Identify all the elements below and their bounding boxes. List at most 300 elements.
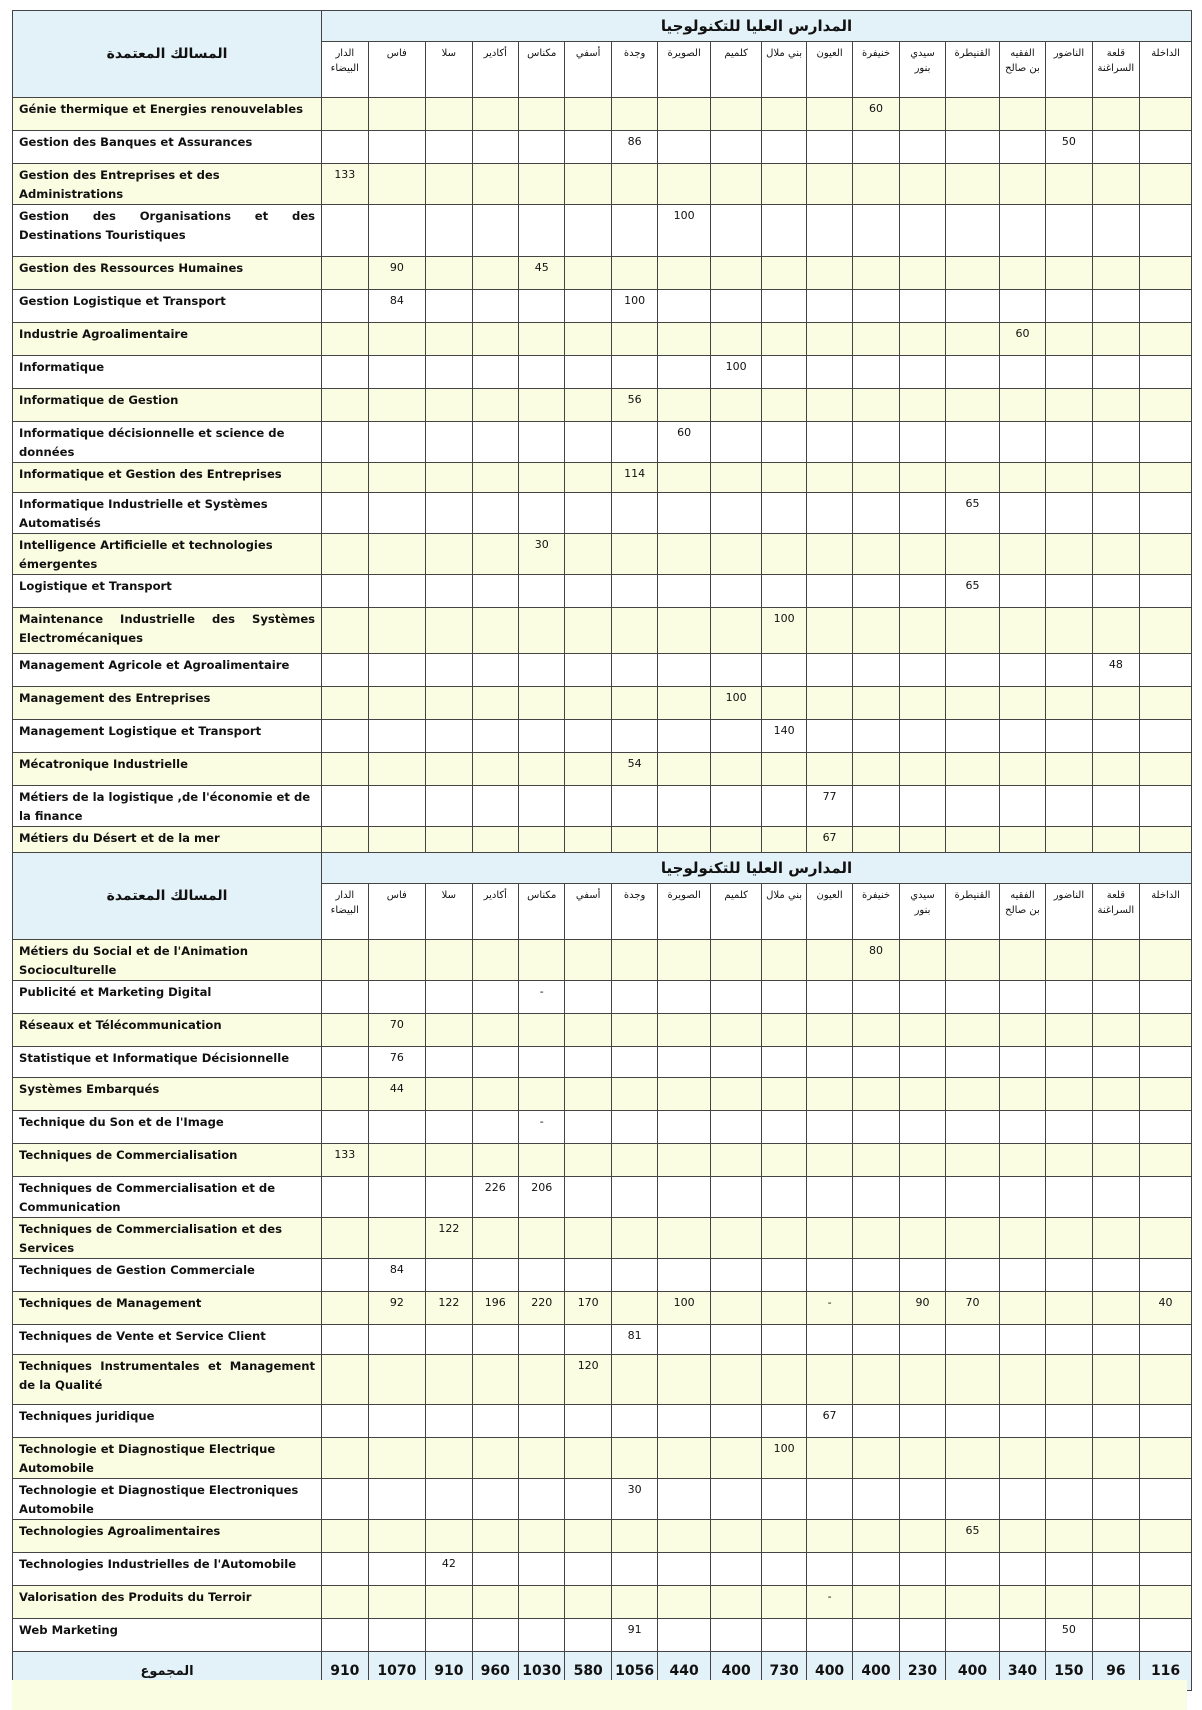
table-row bbox=[13, 323, 1192, 356]
seat-count bbox=[1046, 323, 1092, 356]
seat-count bbox=[946, 1218, 1000, 1259]
seat-count bbox=[368, 1325, 426, 1355]
seat-count bbox=[1046, 1047, 1092, 1078]
seat-count bbox=[472, 720, 518, 753]
seat-count bbox=[611, 1014, 657, 1047]
seat-count bbox=[472, 1111, 518, 1144]
city-name-part: بنور bbox=[914, 905, 931, 916]
program-name: Management Logistique et Transport bbox=[13, 720, 322, 753]
seat-count bbox=[1046, 389, 1092, 422]
table-row bbox=[13, 1078, 1192, 1111]
table-row bbox=[13, 575, 1192, 608]
seat-count bbox=[472, 1586, 518, 1619]
seat-count bbox=[472, 1438, 518, 1479]
seat-count bbox=[710, 720, 762, 753]
seat-count bbox=[565, 257, 611, 290]
seat-count bbox=[426, 1078, 472, 1111]
seat-count bbox=[368, 422, 426, 463]
seat-count bbox=[1046, 786, 1092, 827]
city-name-part: الداخلة bbox=[1151, 890, 1180, 901]
seat-count bbox=[658, 290, 711, 323]
total-value: 580 bbox=[565, 1652, 611, 1691]
seat-count bbox=[710, 1292, 762, 1325]
seat-count bbox=[946, 1259, 1000, 1292]
city-header bbox=[762, 42, 806, 98]
seat-count bbox=[368, 753, 426, 786]
seat-count bbox=[426, 1047, 472, 1078]
program-name: Valorisation des Produits du Terroir bbox=[13, 1586, 322, 1619]
city-name-part: البيضاء bbox=[330, 905, 359, 916]
seat-count bbox=[899, 205, 945, 257]
seat-count bbox=[946, 389, 1000, 422]
city-name-part: مكناس bbox=[527, 48, 557, 59]
seat-count bbox=[946, 323, 1000, 356]
seat-count bbox=[368, 1218, 426, 1259]
seat-count bbox=[519, 164, 565, 205]
schools-group-header: المدارس العليا للتكنولوجيا bbox=[322, 11, 1192, 42]
seat-count bbox=[322, 940, 368, 981]
seat-count bbox=[946, 1111, 1000, 1144]
seat-count bbox=[1092, 1355, 1139, 1405]
seat-count bbox=[519, 1259, 565, 1292]
program-name: Techniques de Commercialisation et des Services bbox=[13, 1218, 322, 1259]
seat-count bbox=[426, 290, 472, 323]
seat-count bbox=[1092, 1553, 1139, 1586]
seat-count bbox=[322, 1177, 368, 1218]
seat-count bbox=[1092, 1520, 1139, 1553]
seat-count bbox=[999, 463, 1045, 493]
seat-count bbox=[565, 493, 611, 534]
seat-count bbox=[519, 205, 565, 257]
seat-count bbox=[762, 1520, 806, 1553]
seat-count bbox=[1046, 608, 1092, 654]
seat-count bbox=[1140, 687, 1192, 720]
seat-count bbox=[658, 1218, 711, 1259]
city-name-part: الدار bbox=[335, 48, 355, 59]
seat-count bbox=[368, 720, 426, 753]
seat-count bbox=[999, 608, 1045, 654]
table-row bbox=[13, 98, 1192, 131]
seat-count bbox=[710, 981, 762, 1014]
seat-count bbox=[853, 981, 899, 1014]
seat-count bbox=[1092, 534, 1139, 575]
seat-count bbox=[426, 1259, 472, 1292]
seat-count bbox=[806, 608, 852, 654]
seat-count bbox=[426, 463, 472, 493]
seat-count bbox=[322, 1405, 368, 1438]
seat-count bbox=[322, 1325, 368, 1355]
footer-band bbox=[12, 1680, 1187, 1710]
city-header bbox=[472, 42, 518, 98]
table-row bbox=[13, 1218, 1192, 1259]
city-header bbox=[611, 42, 657, 98]
seat-count bbox=[322, 389, 368, 422]
seat-count bbox=[899, 164, 945, 205]
seat-count bbox=[853, 1553, 899, 1586]
seat-count bbox=[1092, 1405, 1139, 1438]
city-header bbox=[426, 884, 472, 940]
seat-count bbox=[946, 290, 1000, 323]
seat-count bbox=[322, 356, 368, 389]
seat-count bbox=[1140, 1047, 1192, 1078]
seat-count bbox=[472, 356, 518, 389]
table-row bbox=[13, 753, 1192, 786]
city-name-part: فاس bbox=[386, 48, 407, 59]
seat-count: 60 bbox=[999, 323, 1045, 356]
seat-count bbox=[426, 1355, 472, 1405]
seat-count bbox=[999, 720, 1045, 753]
seat-count bbox=[1046, 164, 1092, 205]
seat-count bbox=[519, 422, 565, 463]
seat-count: 140 bbox=[762, 720, 806, 753]
seat-count bbox=[519, 1144, 565, 1177]
seat-count bbox=[710, 940, 762, 981]
seat-count bbox=[565, 1259, 611, 1292]
seat-count bbox=[710, 290, 762, 323]
seat-count bbox=[1092, 257, 1139, 290]
seat-count bbox=[853, 1144, 899, 1177]
seat-count bbox=[565, 1438, 611, 1479]
seat-count bbox=[611, 164, 657, 205]
seat-count bbox=[565, 1014, 611, 1047]
city-header bbox=[710, 42, 762, 98]
seat-count bbox=[565, 786, 611, 827]
seat-count bbox=[565, 1078, 611, 1111]
seat-count bbox=[1092, 1047, 1139, 1078]
seat-count bbox=[1092, 1619, 1139, 1652]
seat-count bbox=[1140, 1177, 1192, 1218]
program-name: Métiers du Social et de l'Animation Socioculturelle bbox=[13, 940, 322, 981]
seat-count bbox=[1140, 1014, 1192, 1047]
total-value: 440 bbox=[658, 1652, 711, 1691]
seat-count bbox=[1140, 575, 1192, 608]
program-name: Génie thermique et Energies renouvelables bbox=[13, 98, 322, 131]
seat-count bbox=[472, 1553, 518, 1586]
seat-count bbox=[762, 1047, 806, 1078]
seat-count bbox=[806, 1479, 852, 1520]
city-name-part: وجدة bbox=[623, 890, 646, 901]
city-header bbox=[565, 884, 611, 940]
seat-count bbox=[710, 1438, 762, 1479]
seat-count bbox=[853, 753, 899, 786]
total-value: 400 bbox=[946, 1652, 1000, 1691]
seat-count bbox=[519, 1553, 565, 1586]
seat-count bbox=[853, 290, 899, 323]
seat-count bbox=[472, 534, 518, 575]
seat-count bbox=[899, 1479, 945, 1520]
seat-count bbox=[368, 1553, 426, 1586]
program-name: Publicité et Marketing Digital bbox=[13, 981, 322, 1014]
program-name: Mécatronique Industrielle bbox=[13, 753, 322, 786]
program-name: Techniques de Gestion Commerciale bbox=[13, 1259, 322, 1292]
seat-count bbox=[565, 654, 611, 687]
seat-count bbox=[710, 1325, 762, 1355]
seat-count bbox=[368, 786, 426, 827]
program-name: Informatique de Gestion bbox=[13, 389, 322, 422]
table-row bbox=[13, 534, 1192, 575]
seat-count bbox=[946, 1144, 1000, 1177]
seat-count bbox=[946, 257, 1000, 290]
seat-count bbox=[946, 463, 1000, 493]
seat-count bbox=[762, 323, 806, 356]
seat-count bbox=[565, 323, 611, 356]
seat-count: - bbox=[806, 1586, 852, 1619]
city-header bbox=[999, 884, 1045, 940]
seat-count bbox=[899, 1144, 945, 1177]
seat-count bbox=[710, 1553, 762, 1586]
seat-count: 100 bbox=[658, 1292, 711, 1325]
seat-count bbox=[658, 1111, 711, 1144]
seat-count bbox=[999, 1325, 1045, 1355]
seat-count: - bbox=[519, 1111, 565, 1144]
seat-count bbox=[565, 205, 611, 257]
table-row bbox=[13, 608, 1192, 654]
seat-count bbox=[946, 608, 1000, 654]
seat-count: 40 bbox=[1140, 1292, 1192, 1325]
city-header bbox=[853, 42, 899, 98]
seat-count bbox=[1092, 323, 1139, 356]
table-row bbox=[13, 654, 1192, 687]
seat-count bbox=[899, 356, 945, 389]
seat-count bbox=[322, 1292, 368, 1325]
table-row bbox=[13, 1292, 1192, 1325]
seat-count bbox=[806, 1520, 852, 1553]
seat-count: 100 bbox=[710, 356, 762, 389]
seat-count bbox=[946, 1553, 1000, 1586]
seat-count bbox=[611, 422, 657, 463]
seat-count bbox=[368, 1619, 426, 1652]
seat-count bbox=[1140, 323, 1192, 356]
seat-count bbox=[519, 1438, 565, 1479]
city-name-part: الناضور bbox=[1053, 890, 1085, 901]
seat-count bbox=[368, 1586, 426, 1619]
seat-count bbox=[1046, 1177, 1092, 1218]
seat-count bbox=[762, 786, 806, 827]
seat-count bbox=[322, 463, 368, 493]
seat-count bbox=[946, 1479, 1000, 1520]
seat-count bbox=[1140, 1479, 1192, 1520]
seat-count bbox=[519, 753, 565, 786]
seat-count bbox=[1140, 720, 1192, 753]
seat-count bbox=[426, 257, 472, 290]
seat-count bbox=[426, 1325, 472, 1355]
seat-count bbox=[1046, 981, 1092, 1014]
seat-count bbox=[658, 1586, 711, 1619]
seat-count bbox=[710, 1586, 762, 1619]
table-row bbox=[13, 493, 1192, 534]
seat-count bbox=[853, 1438, 899, 1479]
seat-count bbox=[999, 1405, 1045, 1438]
seat-count bbox=[1140, 257, 1192, 290]
seat-count bbox=[565, 1325, 611, 1355]
seat-count bbox=[368, 608, 426, 654]
seat-count bbox=[710, 575, 762, 608]
seat-count: 206 bbox=[519, 1177, 565, 1218]
seat-count bbox=[762, 1553, 806, 1586]
seat-count bbox=[1092, 422, 1139, 463]
seat-count bbox=[899, 1047, 945, 1078]
seat-count bbox=[658, 575, 711, 608]
seat-count bbox=[853, 608, 899, 654]
seat-count bbox=[806, 1144, 852, 1177]
seat-count bbox=[899, 720, 945, 753]
seat-count bbox=[762, 389, 806, 422]
seat-count bbox=[322, 493, 368, 534]
seat-count: 170 bbox=[565, 1292, 611, 1325]
seat-count bbox=[946, 98, 1000, 131]
program-name: Technologies Agroalimentaires bbox=[13, 1520, 322, 1553]
seat-count bbox=[853, 323, 899, 356]
city-name-part: خنيفرة bbox=[862, 48, 891, 59]
seat-count bbox=[946, 164, 1000, 205]
seat-count: 67 bbox=[806, 827, 852, 860]
table-row bbox=[13, 1259, 1192, 1292]
seat-count bbox=[565, 575, 611, 608]
seat-count bbox=[658, 608, 711, 654]
seat-count bbox=[322, 575, 368, 608]
city-name-part: العيون bbox=[816, 890, 843, 901]
program-name: Techniques de Commercialisation et de Communication bbox=[13, 1177, 322, 1218]
seat-count bbox=[946, 1014, 1000, 1047]
seat-count bbox=[1046, 720, 1092, 753]
seat-count: 65 bbox=[946, 575, 1000, 608]
seat-count bbox=[762, 205, 806, 257]
seat-count bbox=[1092, 463, 1139, 493]
seat-count bbox=[762, 1218, 806, 1259]
program-name: Technologies Industrielles de l'Automobile bbox=[13, 1553, 322, 1586]
city-name-part: السراغنة bbox=[1097, 63, 1135, 74]
total-label: المجموع bbox=[13, 1652, 322, 1691]
seat-count bbox=[899, 463, 945, 493]
seat-count bbox=[1046, 1325, 1092, 1355]
seat-count bbox=[426, 608, 472, 654]
seat-count bbox=[946, 534, 1000, 575]
city-name-part: فاس bbox=[386, 890, 407, 901]
city-name-part: سلا bbox=[441, 890, 457, 901]
seat-count bbox=[806, 257, 852, 290]
program-name: Techniques de Management bbox=[13, 1292, 322, 1325]
seat-count bbox=[658, 1047, 711, 1078]
city-header bbox=[1092, 42, 1139, 98]
seat-count bbox=[1046, 98, 1092, 131]
seat-count bbox=[999, 356, 1045, 389]
city-header bbox=[1140, 884, 1192, 940]
seat-count bbox=[658, 753, 711, 786]
seat-count bbox=[999, 1177, 1045, 1218]
program-name: Métiers de la logistique ,de l'économie et de la finance bbox=[13, 786, 322, 827]
seat-count bbox=[658, 1325, 711, 1355]
program-name: Métiers du Désert et de la mer bbox=[13, 827, 322, 860]
seat-count bbox=[1046, 940, 1092, 981]
program-name: Technologie et Diagnostique Electrique Automobile bbox=[13, 1438, 322, 1479]
seat-count bbox=[806, 1078, 852, 1111]
seat-count bbox=[426, 1520, 472, 1553]
seat-count bbox=[1092, 753, 1139, 786]
seat-count bbox=[565, 1586, 611, 1619]
seat-count bbox=[519, 786, 565, 827]
seat-count bbox=[658, 98, 711, 131]
seat-count: 226 bbox=[472, 1177, 518, 1218]
seat-count bbox=[1092, 1438, 1139, 1479]
seat-count bbox=[322, 1111, 368, 1144]
seat-count bbox=[762, 654, 806, 687]
capacity-table-part-2 bbox=[12, 852, 1192, 1691]
seat-count bbox=[472, 98, 518, 131]
total-value: 910 bbox=[426, 1652, 472, 1691]
seat-count bbox=[322, 290, 368, 323]
seat-count bbox=[1092, 1292, 1139, 1325]
seat-count bbox=[472, 575, 518, 608]
program-name: Technologie et Diagnostique Electroniques Automobile bbox=[13, 1479, 322, 1520]
seat-count bbox=[710, 1014, 762, 1047]
seat-count bbox=[762, 422, 806, 463]
seat-count bbox=[806, 1259, 852, 1292]
seat-count bbox=[946, 687, 1000, 720]
seat-count bbox=[1140, 1619, 1192, 1652]
seat-count bbox=[762, 534, 806, 575]
seat-count bbox=[519, 493, 565, 534]
seat-count bbox=[1092, 786, 1139, 827]
seat-count bbox=[519, 1586, 565, 1619]
seat-count bbox=[519, 463, 565, 493]
table-row bbox=[13, 131, 1192, 164]
city-header bbox=[1046, 884, 1092, 940]
seat-count: 196 bbox=[472, 1292, 518, 1325]
seat-count bbox=[806, 720, 852, 753]
seat-count bbox=[1140, 205, 1192, 257]
seat-count bbox=[368, 1177, 426, 1218]
seat-count bbox=[853, 1292, 899, 1325]
seat-count bbox=[999, 1479, 1045, 1520]
seat-count bbox=[426, 1438, 472, 1479]
seat-count bbox=[519, 1078, 565, 1111]
seat-count bbox=[426, 493, 472, 534]
total-value: 1070 bbox=[368, 1652, 426, 1691]
seat-count bbox=[853, 1111, 899, 1144]
seat-count bbox=[426, 1405, 472, 1438]
seat-count bbox=[946, 720, 1000, 753]
seat-count bbox=[1140, 940, 1192, 981]
total-value: 960 bbox=[472, 1652, 518, 1691]
seat-count bbox=[519, 654, 565, 687]
seat-count bbox=[710, 753, 762, 786]
seat-count bbox=[611, 1520, 657, 1553]
seat-count bbox=[472, 463, 518, 493]
seat-count bbox=[1046, 1479, 1092, 1520]
seat-count bbox=[658, 389, 711, 422]
seat-count bbox=[946, 422, 1000, 463]
seat-count bbox=[806, 98, 852, 131]
seat-count bbox=[658, 654, 711, 687]
seat-count bbox=[611, 1405, 657, 1438]
seat-count bbox=[999, 1586, 1045, 1619]
seat-count bbox=[368, 534, 426, 575]
seat-count bbox=[853, 720, 899, 753]
seat-count bbox=[472, 205, 518, 257]
seat-count: 50 bbox=[1046, 131, 1092, 164]
seat-count bbox=[1140, 608, 1192, 654]
city-header bbox=[899, 884, 945, 940]
seat-count bbox=[853, 1520, 899, 1553]
seat-count: 81 bbox=[611, 1325, 657, 1355]
city-header bbox=[322, 884, 368, 940]
seat-count bbox=[368, 1144, 426, 1177]
seat-count bbox=[899, 422, 945, 463]
seat-count bbox=[946, 1325, 1000, 1355]
seat-count bbox=[946, 205, 1000, 257]
seat-count bbox=[322, 323, 368, 356]
seat-count bbox=[472, 164, 518, 205]
